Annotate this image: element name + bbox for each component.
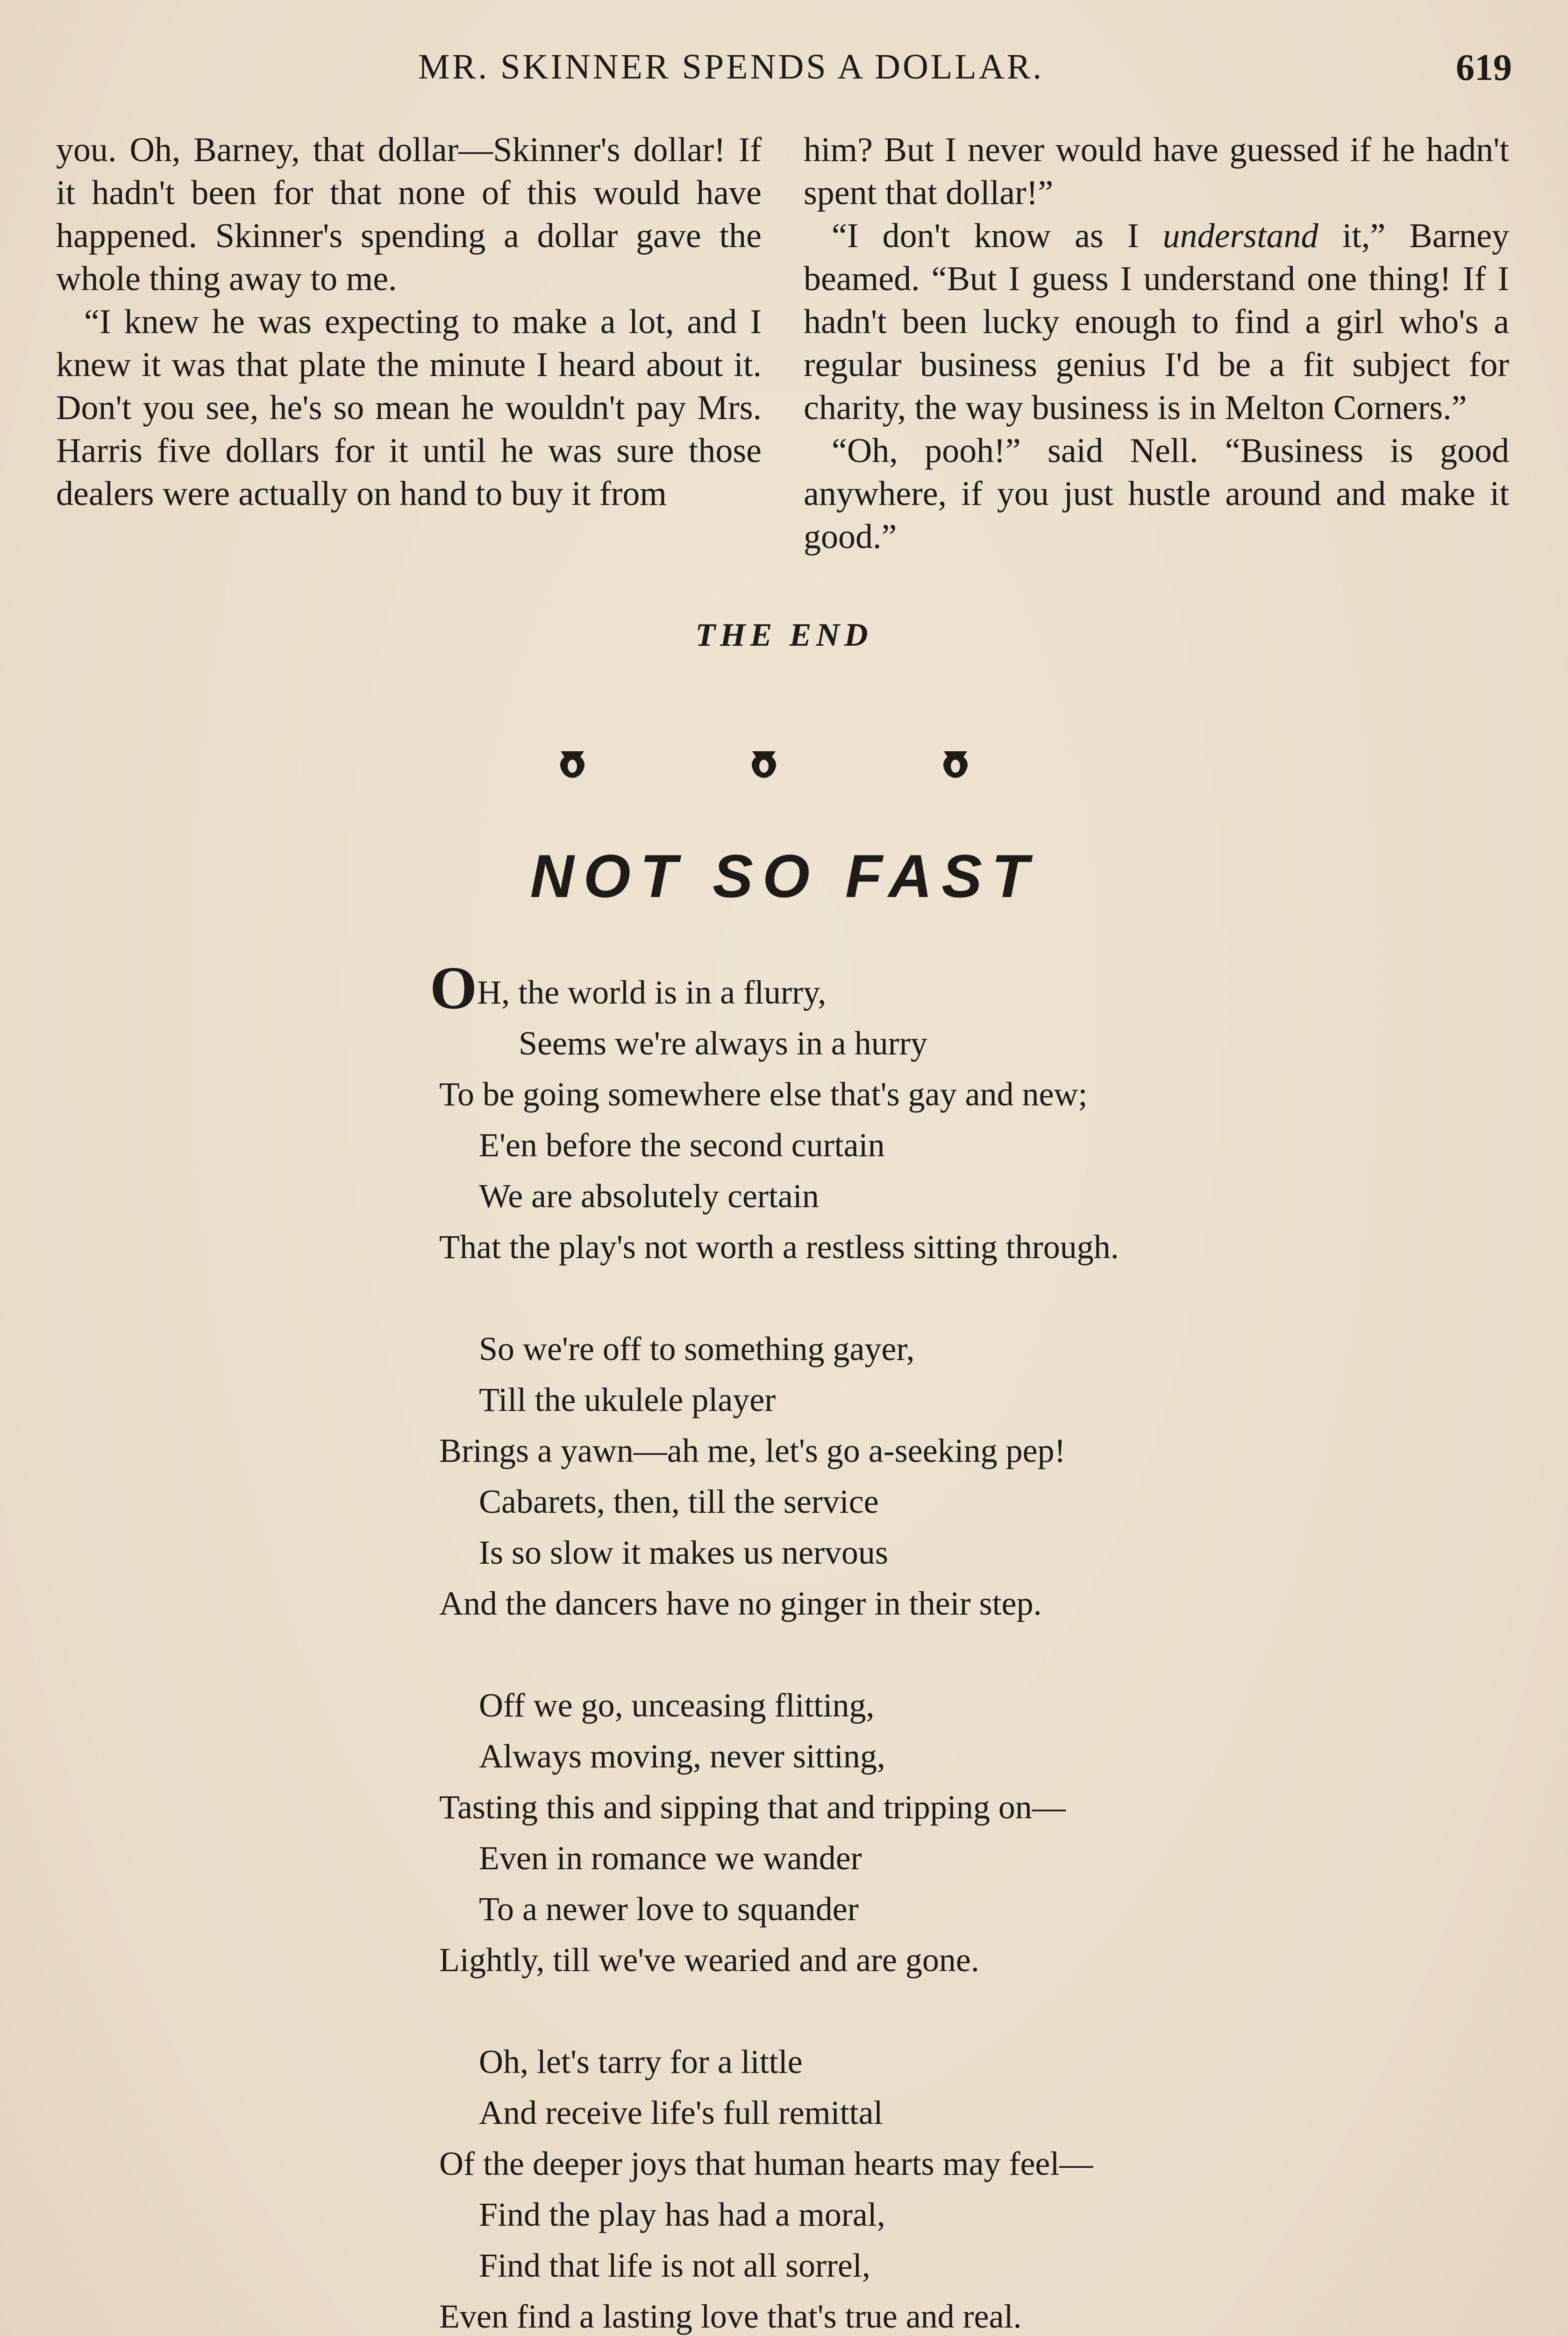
story-paragraph <box>804 214 1509 429</box>
running-title: MR. SKINNER SPENDS A DOLLAR. <box>418 47 1044 86</box>
ornament-glyph-icon <box>551 743 593 785</box>
poem-line-text: H, the world is in a flurry, <box>477 974 827 1011</box>
poem-stanza <box>439 1680 1467 1986</box>
poem-line: Seems we're always in a hurry <box>519 1025 927 1062</box>
poem-line: That the play's not worth a restless sitting through. <box>439 1228 1119 1266</box>
poem-line: Till the ukulele player <box>479 1381 776 1418</box>
poem-line: Find that life is not all sorrel, <box>479 2247 870 2284</box>
poem-line: To be going somewhere else that's gay and new; <box>439 1075 1088 1113</box>
poem-line: Off we go, unceasing flitting, <box>479 1687 875 1724</box>
page-number: 619 <box>1456 47 1512 88</box>
story-columns <box>56 128 1512 614</box>
poem-line: Of the deeper joys that human hearts may feel— <box>439 2145 1093 2182</box>
story-text: “I don't know as I <box>832 217 1163 255</box>
page-header <box>0 47 1568 93</box>
story-right-column <box>804 128 1509 558</box>
poem-line: Is so slow it makes us nervous <box>479 1534 888 1571</box>
poem-line: And receive life's full remittal <box>479 2094 883 2131</box>
poem-line: Find the play has had a moral, <box>479 2196 885 2233</box>
story-paragraph: “Oh, pooh!” said Nell. “Business is good anywhere, if you just hustle around and make it good.” <box>804 432 1509 556</box>
poem-line: Oh, let's tarry for a little <box>479 2043 803 2080</box>
poem-body <box>430 954 1467 2336</box>
the-end-marker: THE END <box>695 617 873 653</box>
poem-line: To a newer love to squander <box>479 1890 859 1928</box>
ornament-glyph-icon <box>934 743 976 785</box>
poem-line: We are absolutely certain <box>479 1177 819 1215</box>
poem-line: Brings a yawn—ah me, let's go a-seeking pep! <box>439 1432 1066 1469</box>
ornament-glyph-icon <box>743 743 785 785</box>
poem-line: Lightly, till we've wearied and are gone. <box>439 1941 979 1979</box>
poem-stanza <box>430 954 1467 1273</box>
poem-stanza <box>439 2037 1467 2336</box>
poem-title: NOT SO FAST <box>530 842 1038 910</box>
story-paragraph: him? But I never would have guessed if he hadn't spent that dollar!” <box>804 131 1509 212</box>
poem-stanza <box>439 1324 1467 1629</box>
ornament-divider <box>551 743 1019 790</box>
poem-line: Cabarets, then, till the service <box>479 1483 879 1520</box>
poem-line <box>430 954 1467 1022</box>
story-paragraph: “I knew he was expecting to make a lot, and I knew it was that plate the minute I heard about it. Don't you see, he's so mean he wouldn't pay Mrs. Harris five dollars for it until he was sure those dealers were actually on hand to buy it from <box>56 303 762 513</box>
story-text: it,” Barney beamed. “But I guess I understand one thing! If I hadn't been lucky enough to find a girl who's a regular business genius I'd be a fit subject for charity, the way business is in Melton Corners.” <box>804 217 1510 427</box>
poem-line: Tasting this and sipping that and tripping on— <box>439 1788 1066 1826</box>
story-left-column <box>56 128 762 515</box>
poem-line: Even find a lasting love that's true and real. <box>439 2298 1022 2335</box>
drop-cap: O <box>430 954 478 1022</box>
story-emphasis: understand <box>1162 217 1319 255</box>
poem-line: So we're off to something gayer, <box>479 1330 915 1367</box>
poem-line: Even in romance we wander <box>479 1839 862 1877</box>
story-paragraph: you. Oh, Barney, that dollar—Skinner's dollar! If it hadn't been for that none of this would have happened. Skinner's spending a dollar gave the whole thing away to me. <box>56 131 762 298</box>
poem-line: Always moving, never sitting, <box>479 1738 885 1775</box>
poem-line: And the dancers have no ginger in their step. <box>439 1585 1042 1622</box>
poem-line: E'en before the second curtain <box>479 1126 885 1164</box>
